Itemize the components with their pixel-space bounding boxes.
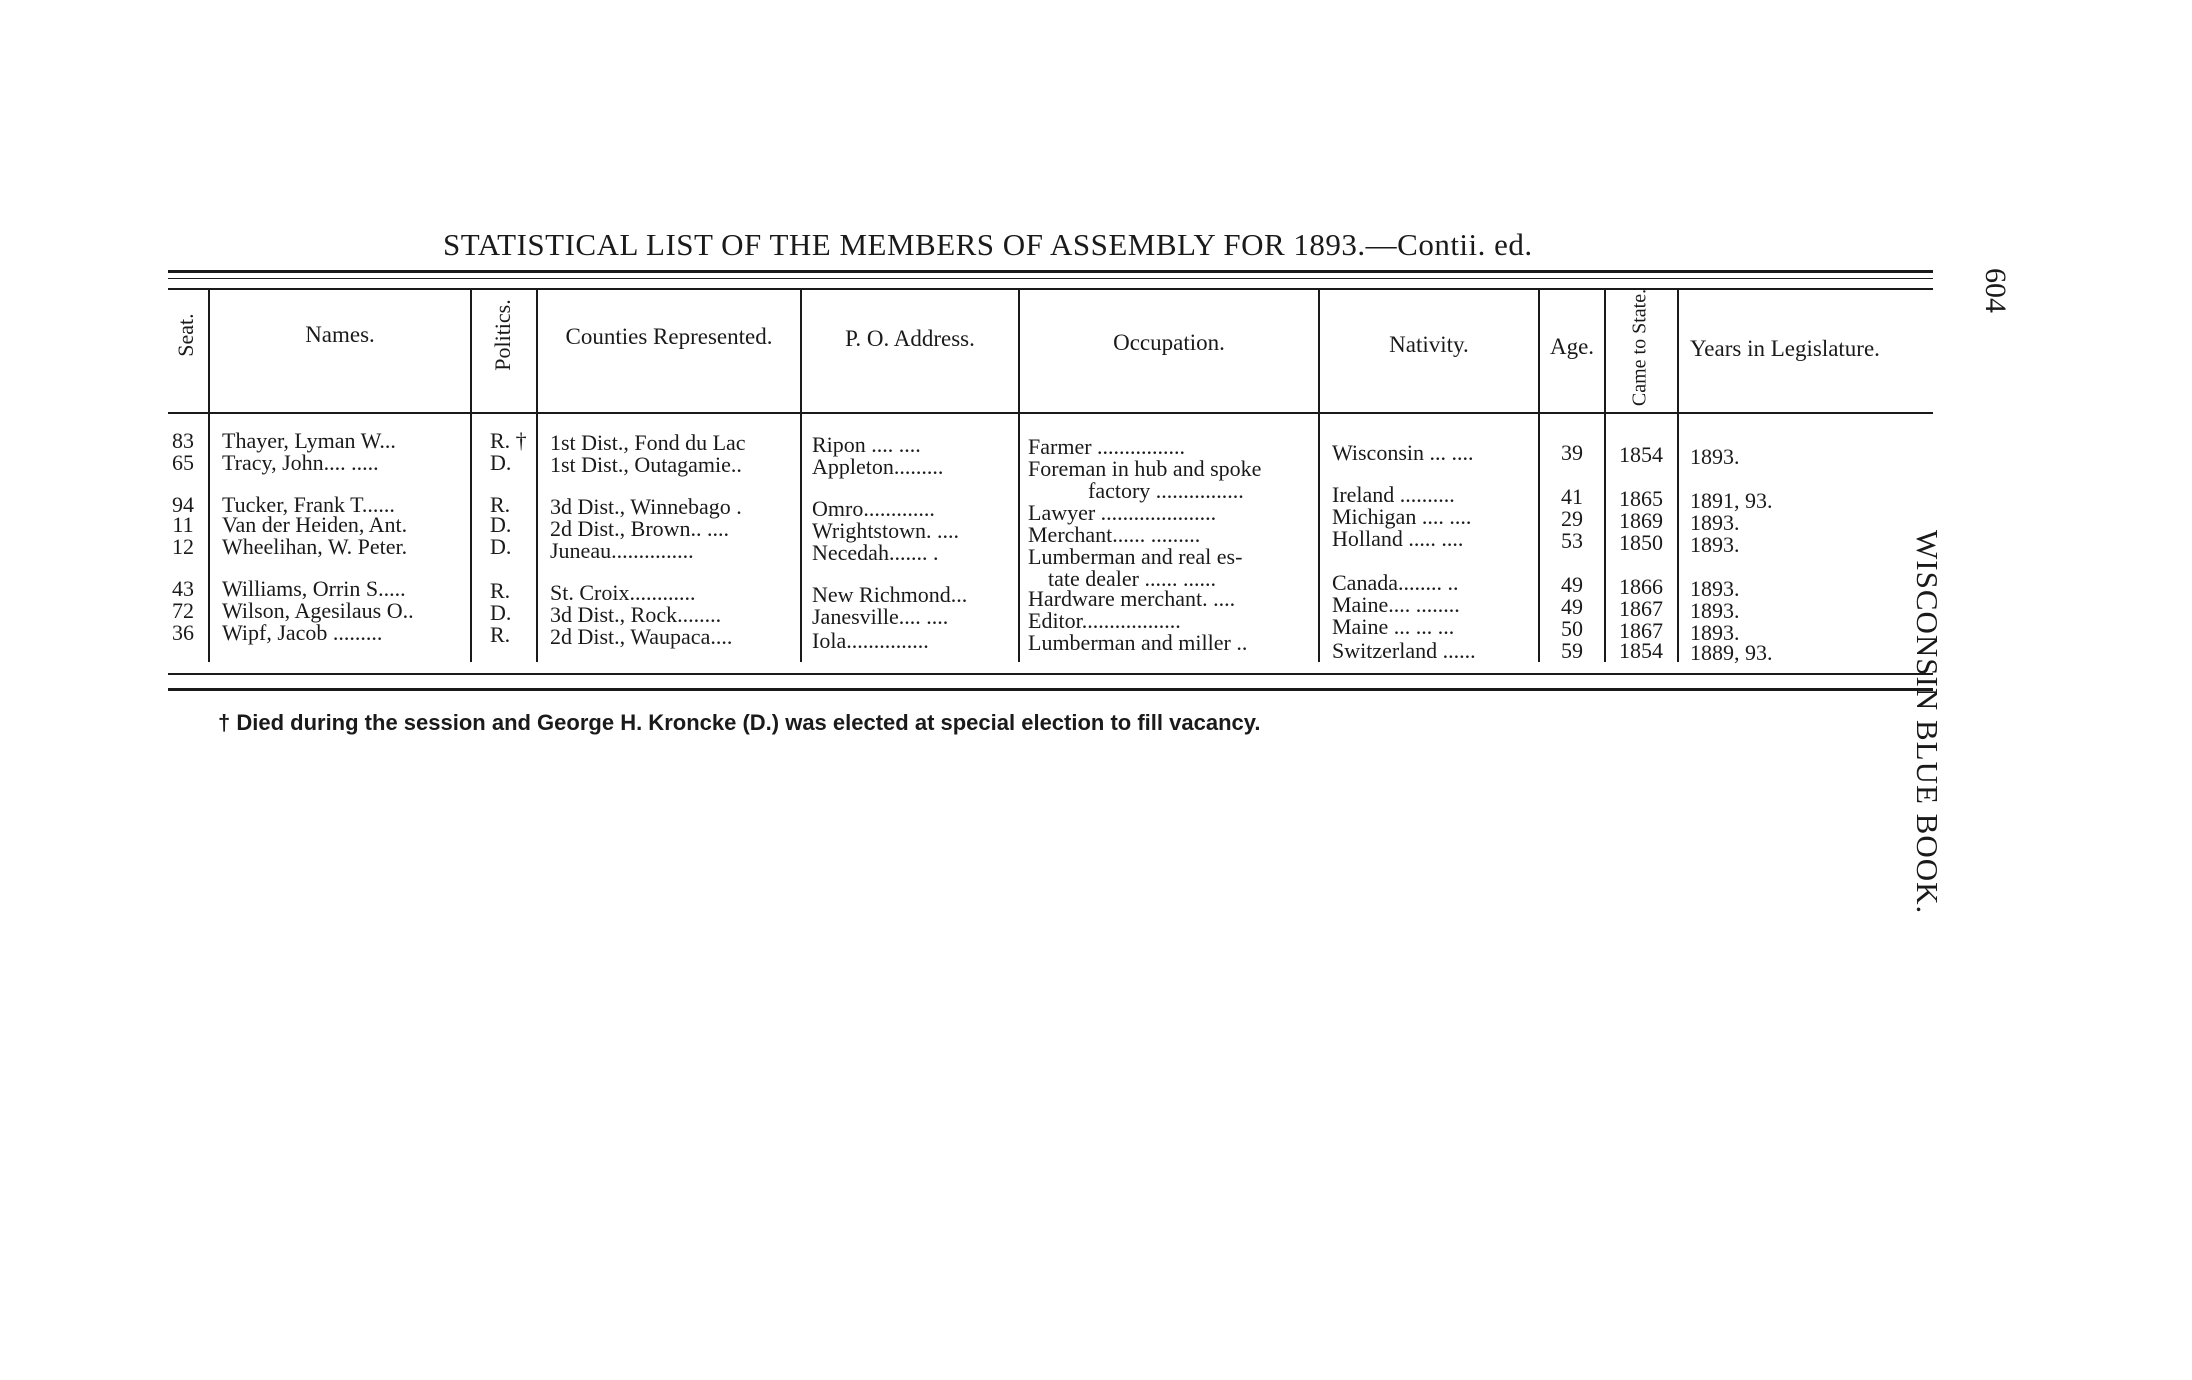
bottom-rule xyxy=(168,673,1933,675)
header-occupation: Occupation. xyxy=(1113,330,1225,355)
politics-cell: D. xyxy=(490,450,512,475)
county-cell: 3d Dist., Winnebago . xyxy=(550,494,742,519)
county-cell: 1st Dist., Fond du Lac xyxy=(550,430,746,455)
years-cell: 1889, 93. xyxy=(1690,640,1773,665)
header-age: Age. xyxy=(1549,334,1595,359)
politics-cell: R. xyxy=(490,492,511,517)
header-counties: Counties Represented. xyxy=(565,324,773,349)
years-cell: 1893. xyxy=(1690,598,1740,623)
col-line-9 xyxy=(1677,290,1679,662)
seat-cell: 11 xyxy=(172,512,194,537)
page-title: STATISTICAL LIST OF THE MEMBERS OF ASSEMBLY FOR 1893.—Contii. ed. xyxy=(443,227,1533,262)
header-politics: Politics. xyxy=(490,299,515,371)
nativity-cell: Ireland .......... xyxy=(1332,482,1455,507)
occupation-cell: Lawyer ..................... xyxy=(1028,500,1217,525)
top-rule-thin xyxy=(168,278,1933,279)
occupation-cell: Foreman in hub and spoke xyxy=(1028,456,1262,481)
years-cell: 1893. xyxy=(1690,510,1740,535)
header-po-address: P. O. Address. xyxy=(845,326,975,351)
po-cell: Wrightstown. .... xyxy=(812,518,959,543)
po-cell: Necedah....... . xyxy=(812,540,939,565)
header-years: Years in Legislature. xyxy=(1690,336,1880,361)
came-cell: 1865 xyxy=(1619,486,1663,511)
came-cell: 1854 xyxy=(1619,638,1663,663)
politics-cell: R. † xyxy=(490,428,527,453)
years-cell: 1893. xyxy=(1690,532,1740,557)
nativity-cell: Maine.... ........ xyxy=(1332,592,1460,617)
politics-cell: R. xyxy=(490,578,511,603)
occupation-cell: Hardware merchant. .... xyxy=(1028,586,1236,611)
county-cell: 2d Dist., Brown.. .... xyxy=(550,516,730,541)
occupation-cell: Lumberman and real es- xyxy=(1028,544,1243,569)
header-came-to-state: Came to State. xyxy=(1628,288,1651,407)
name-cell: Wipf, Jacob ......... xyxy=(222,620,383,645)
nativity-cell: Holland ..... .... xyxy=(1332,526,1464,551)
seat-cell: 65 xyxy=(172,450,194,475)
po-cell: Omro............. xyxy=(812,496,935,521)
politics-cell: D. xyxy=(490,600,512,625)
came-cell: 1867 xyxy=(1619,596,1663,621)
age-cell: 49 xyxy=(1561,594,1583,619)
bottom-rule-bold xyxy=(168,688,1933,691)
politics-cell: D. xyxy=(490,534,512,559)
politics-cell: R. xyxy=(490,622,511,647)
occupation-cell-cont: factory ................ xyxy=(1088,478,1244,503)
county-cell: 2d Dist., Waupaca.... xyxy=(550,624,733,649)
age-cell: 59 xyxy=(1561,638,1583,663)
age-cell: 50 xyxy=(1561,616,1583,641)
po-cell: Ripon .... .... xyxy=(812,432,921,457)
seat-cell: 12 xyxy=(172,534,194,559)
county-cell: 1st Dist., Outagamie.. xyxy=(550,452,742,477)
county-cell: Juneau............... xyxy=(550,538,694,563)
occupation-cell: Lumberman and miller .. xyxy=(1028,630,1248,655)
occupation-cell: Farmer ................ xyxy=(1028,434,1186,459)
name-cell: Tracy, John.... ..... xyxy=(222,450,379,475)
name-cell: Tucker, Frank T...... xyxy=(222,492,395,517)
page-number: 604 xyxy=(1979,268,2012,313)
years-cell: 1893. xyxy=(1690,576,1740,601)
footnote: † Died during the session and George H. Kroncke (D.) was elected at special election to fill vacancy. xyxy=(218,710,1261,735)
running-head: WISCONSIN BLUE BOOK. xyxy=(1910,530,1945,915)
seat-cell: 43 xyxy=(172,576,194,601)
years-cell: 1893. xyxy=(1690,620,1740,645)
politics-cell: D. xyxy=(490,512,512,537)
header-names: Names. xyxy=(305,322,375,347)
age-cell: 41 xyxy=(1561,484,1583,509)
age-cell: 29 xyxy=(1561,506,1583,531)
top-rule-bold xyxy=(168,288,1933,290)
county-cell: St. Croix............ xyxy=(550,580,696,605)
came-cell: 1854 xyxy=(1619,442,1663,467)
occupation-cell: Merchant...... ......... xyxy=(1028,522,1201,547)
came-cell: 1850 xyxy=(1619,530,1663,555)
occupation-cell-cont: tate dealer ...... ...... xyxy=(1048,566,1216,591)
came-cell: 1867 xyxy=(1619,618,1663,643)
nativity-cell: Canada........ .. xyxy=(1332,570,1459,595)
nativity-cell: Maine ... ... ... xyxy=(1332,614,1455,639)
po-cell: Iola............... xyxy=(812,628,929,653)
age-cell: 53 xyxy=(1561,528,1583,553)
nativity-cell: Switzerland ...... xyxy=(1332,638,1476,663)
name-cell: Williams, Orrin S..... xyxy=(222,576,406,601)
name-cell: Wheelihan, W. Peter. xyxy=(222,534,408,559)
seat-cell: 72 xyxy=(172,598,194,623)
occupation-cell: Editor.................. xyxy=(1028,608,1181,633)
county-cell: 3d Dist., Rock........ xyxy=(550,602,722,627)
name-cell: Van der Heiden, Ant. xyxy=(222,512,408,537)
po-cell: Janesville.... .... xyxy=(812,604,949,629)
years-cell: 1893. xyxy=(1690,444,1740,469)
header-rule xyxy=(168,412,1933,414)
seat-cell: 94 xyxy=(172,492,194,517)
po-cell: New Richmond... xyxy=(812,582,968,607)
nativity-cell: Wisconsin ... .... xyxy=(1332,440,1474,465)
age-cell: 49 xyxy=(1561,572,1583,597)
seat-cell: 83 xyxy=(172,428,194,453)
po-cell: Appleton......... xyxy=(812,454,944,479)
top-rule xyxy=(168,270,1933,273)
seat-cell: 36 xyxy=(172,620,194,645)
name-cell: Wilson, Agesilaus O.. xyxy=(222,598,414,623)
came-cell: 1866 xyxy=(1619,574,1663,599)
col-line-2 xyxy=(470,290,472,662)
name-cell: Thayer, Lyman W... xyxy=(222,428,396,453)
nativity-cell: Michigan .... .... xyxy=(1332,504,1472,529)
years-cell: 1891, 93. xyxy=(1690,488,1773,513)
header-seat: Seat. xyxy=(173,313,198,357)
came-cell: 1869 xyxy=(1619,508,1663,533)
age-cell: 39 xyxy=(1561,440,1583,465)
header-nativity: Nativity. xyxy=(1389,332,1469,357)
